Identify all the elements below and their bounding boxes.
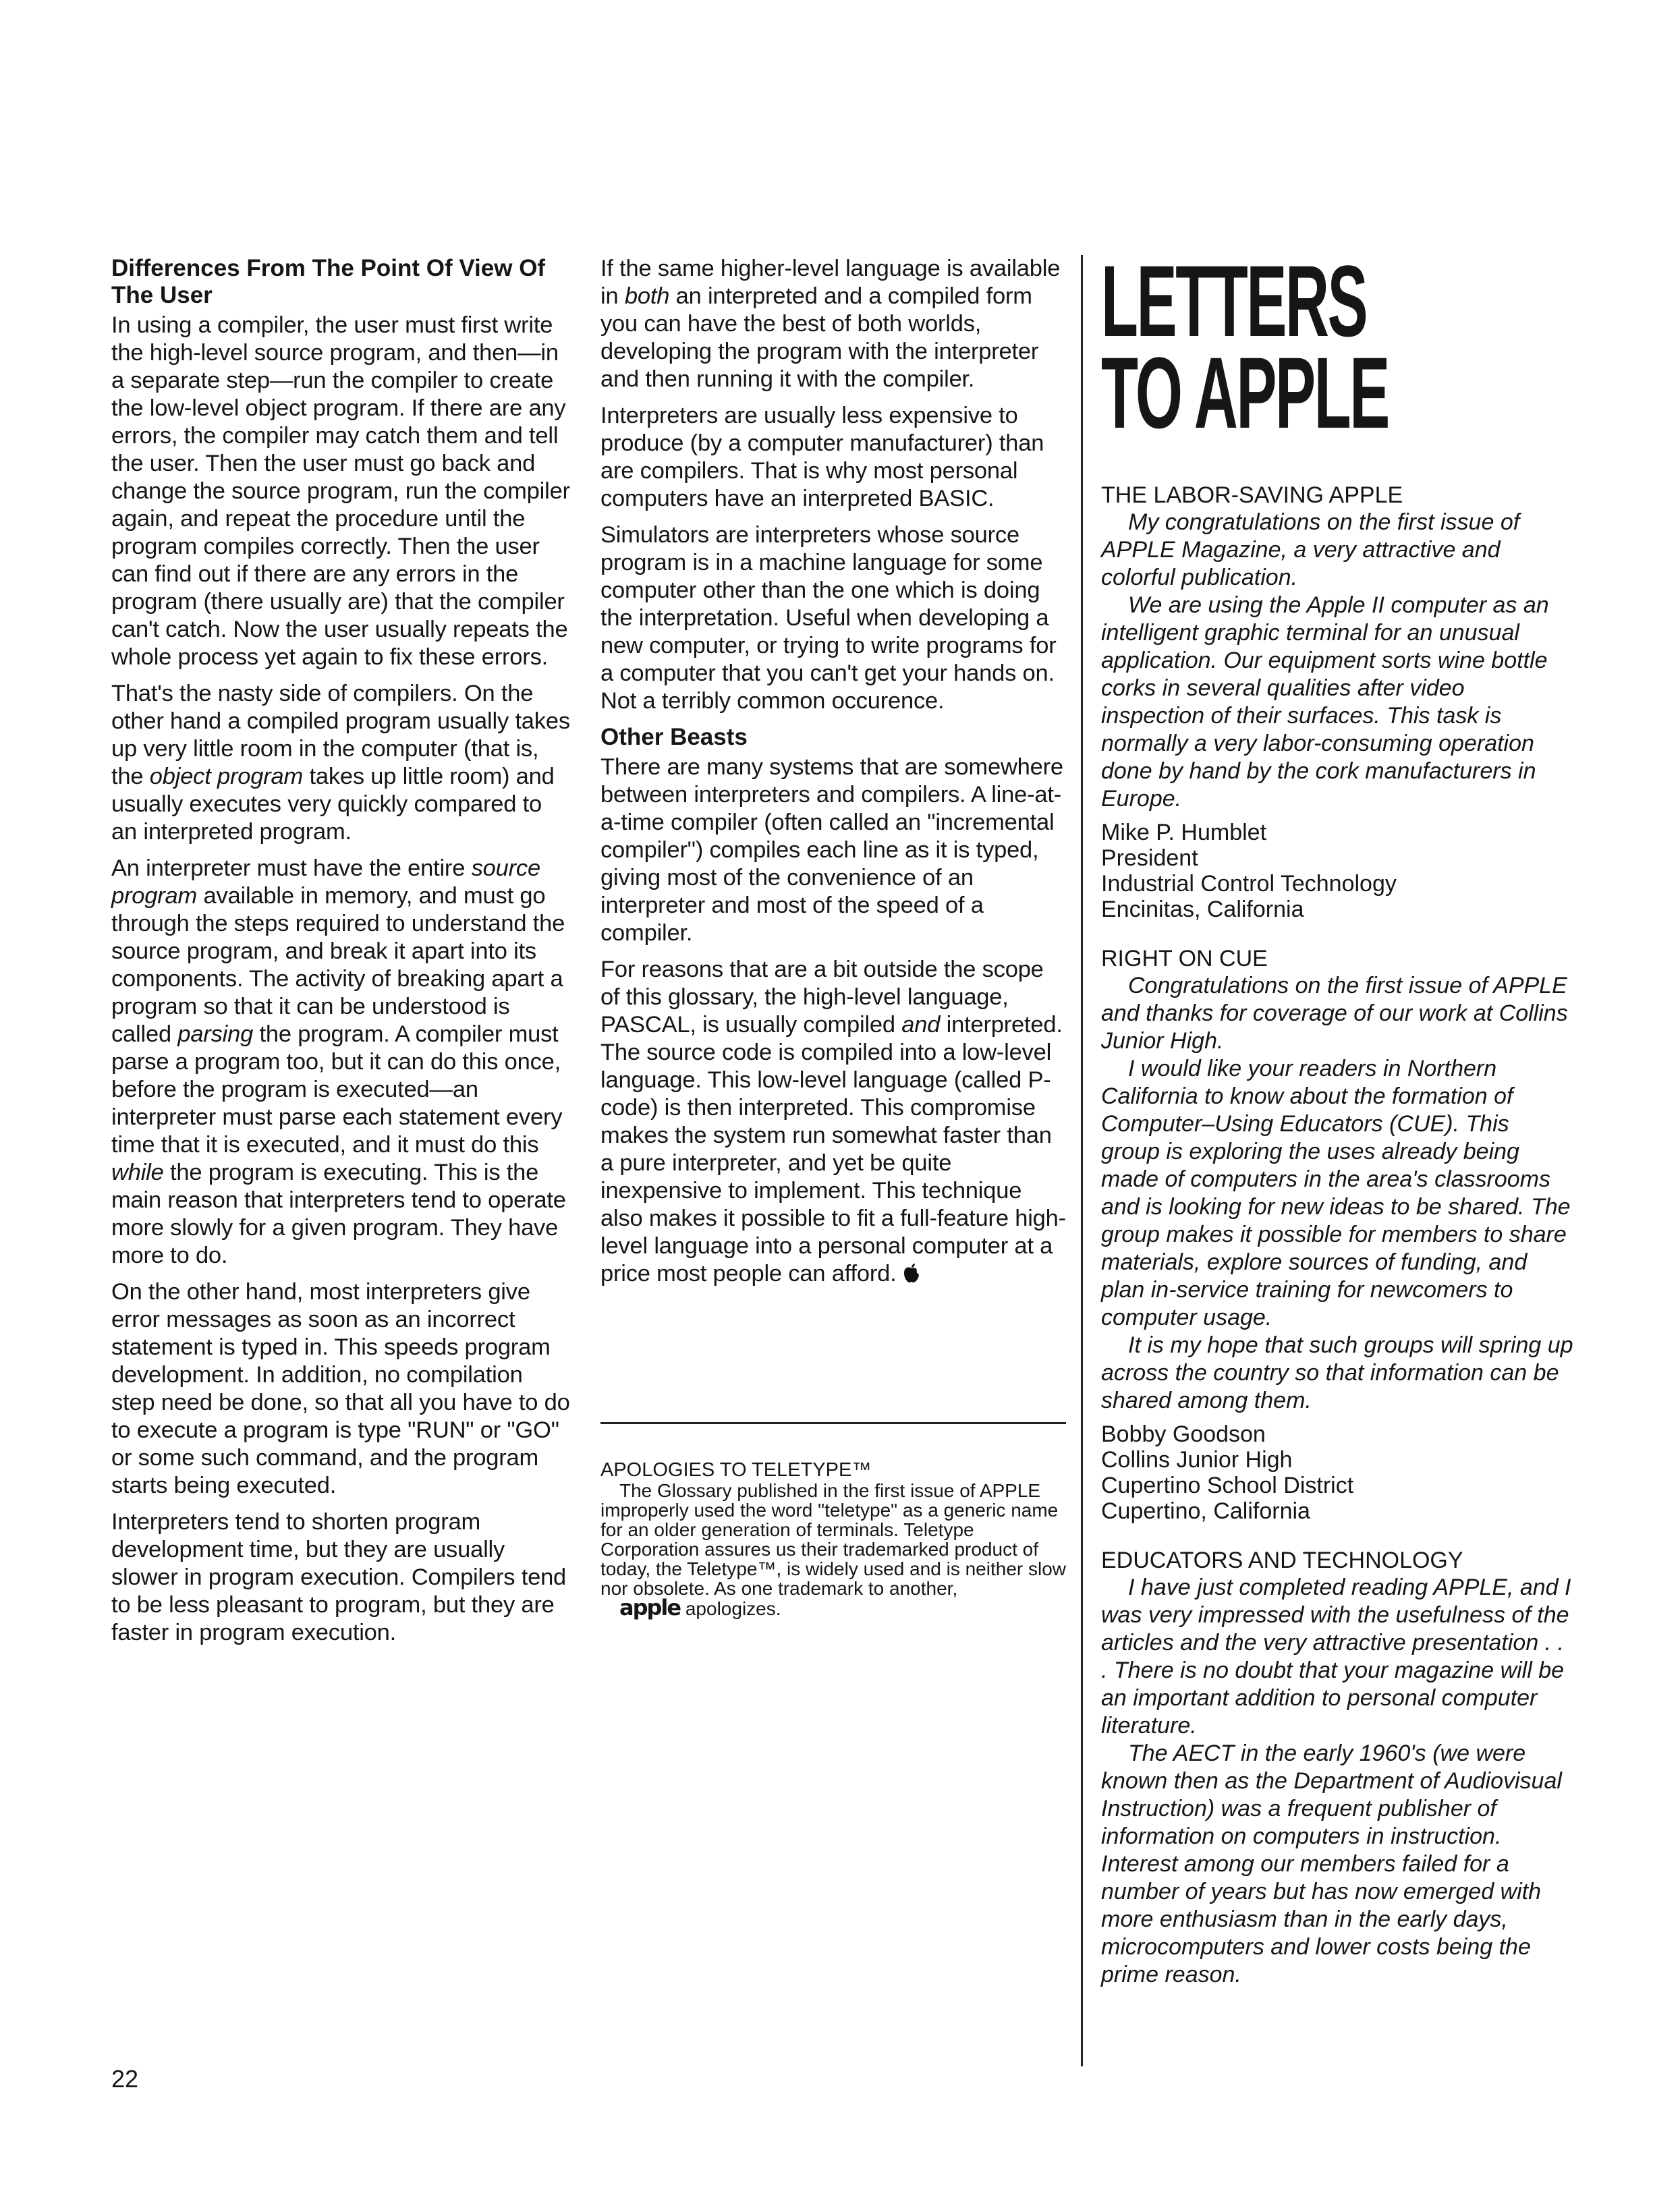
text-run: If the same higher-level language is available in <box>600 256 1061 309</box>
letters-masthead <box>1101 244 1389 449</box>
emphasis: while <box>111 1160 164 1185</box>
paragraph: There are many systems that are somewhere between interpreters and compilers. A line-at-a-time compiler (often called an "incremental compiler") compiles each line as it is typed, giving most of the convenience of an interpreter and most of the speed of a compiler. <box>600 754 1063 946</box>
divider-rule <box>600 1422 1066 1424</box>
section-heading-user-view: Differences From The Point Of View Of The User <box>111 255 546 308</box>
text-run: For reasons that are a bit outside the scope of this glossary, the high-level language, PASCAL, is usually compiled <box>600 957 1044 1038</box>
emphasis: and <box>901 1012 941 1038</box>
text-run: That's the nasty side of compilers. On the other hand a compiled program usually takes up very little room in the computer (that is, the <box>111 681 570 789</box>
paragraph <box>600 956 1066 1288</box>
paragraph: In using a compiler, the user must first write the high-level source program, and then—in a separate step—run the compiler to create the low-level object program. If there are any errors, the compiler may catch them and tell the user. Then the user must go back and change the source program, run the compiler again, and repeat the procedure until the program compiles correctly. Then the user can find out if there are any errors in the program (there usually are) that the compiler can't catch. Now the user usually repeats the whole process yet again to fix these errors. <box>111 312 570 670</box>
signature-line: Mike P. Humblet <box>1101 820 1267 845</box>
emphasis: object program <box>149 764 304 789</box>
letter-signature <box>1101 820 1573 922</box>
letter-paragraph: We are using the Apple II computer as an intelligent graphic terminal for an unusual application. Our equipment sorts wine bottle corks in several qualities after video inspection of their surfaces. This task is normally a very labor-consuming operation done by hand by the cork manufacturers in Europe. <box>1101 592 1549 812</box>
letter-heading: THE LABOR-SAVING APPLE <box>1101 482 1403 508</box>
signature-line: President <box>1101 845 1198 871</box>
text-run: The Glossary published in the first issue of APPLE improperly used the word "teletype" as a generic name for an older generation of terminals. Teletype Corporation assures us their trademarked product of today, the Teletype™, is widely used and is neither slow nor obsolete. As one trademark to another, <box>600 1480 1067 1599</box>
paragraph: Interpreters tend to shorten program development time, but they are usually slower in program execution. Compilers tend to be less pleasant to program, but they are faster in program execution. <box>111 1509 567 1645</box>
emphasis: parsing <box>177 1021 254 1047</box>
masthead-line: TO APPLE <box>1101 336 1389 449</box>
text-run: apologizes. <box>680 1598 781 1619</box>
letter-paragraph: My congratulations on the first issue of APPLE Magazine, a very attractive and colorful publication. <box>1101 509 1520 590</box>
letter-signature <box>1101 1421 1573 1524</box>
letter-paragraph: I have just completed reading APPLE, and I was very impressed with the usefulness of the articles and the very attractive presentation . . . There is no doubt that your magazine will be an important addition to personal computer literature. <box>1101 1575 1571 1738</box>
signature-line: Cupertino, California <box>1101 1498 1310 1524</box>
apple-logo-icon <box>903 1263 920 1283</box>
apple-wordmark-logo: apple <box>619 1595 681 1620</box>
signature-line: Bobby Goodson <box>1101 1421 1266 1447</box>
text-run: the program is executing. This is the main reason that interpreters tend to operate more slowly for a given program. They have more to do. <box>111 1160 566 1268</box>
section-heading-other-beasts: Other Beasts <box>600 724 748 750</box>
apologies-heading: APOLOGIES TO TELETYPE™ <box>600 1459 872 1481</box>
column-middle <box>600 255 1066 1297</box>
letter-paragraph: It is my hope that such groups will spring up across the country so that information can be shared among them. <box>1101 1332 1573 1413</box>
text-run: available in memory, and must go through the steps required to understand the source program, and break it apart into its components. The activity of breaking apart a program so that it can be understood is called <box>111 883 565 1047</box>
signature-line: Collins Junior High <box>1101 1447 1293 1473</box>
emphasis: both <box>624 283 670 309</box>
letter-paragraph: I would like your readers in Northern California to know about the formation of Computer–Using Educators (CUE). This group is exploring the uses already being made of computers in the area's classrooms and is looking for new ideas to be shared. The group makes it possible for members to share materials, explore sources of funding, and plan in-service training for newcomers to computer usage. <box>1101 1056 1571 1330</box>
paragraph <box>600 255 1066 393</box>
apologies-box <box>600 1459 1073 1618</box>
letter-heading: EDUCATORS AND TECHNOLOGY <box>1101 1548 1463 1573</box>
paragraph: Interpreters are usually less expensive to produce (by a computer manufacturer) than are compilers. That is why most personal computers have an interpreted BASIC. <box>600 403 1044 511</box>
text-run: an interpreted and a compiled form you can have the best of both worlds, developing the program with the interpreter and then running it with the compiler. <box>600 283 1039 392</box>
column-rule <box>1081 255 1083 2066</box>
masthead-line: LETTERS <box>1101 244 1367 358</box>
column-left <box>111 255 570 1656</box>
emphasis: source program <box>111 855 540 909</box>
paragraph: On the other hand, most interpreters give error messages as soon as an incorrect statement is typed in. This speeds program development. In addition, no compilation step need be done, so that all you have to do to execute a program is type "RUN" or "GO" or some such command, and the program starts being executed. <box>111 1279 570 1498</box>
text-run: the program. A compiler must parse a program too, but it can do this once, before the program is executed—an interpreter must parse each statement every time that it is executed, and it must do this <box>111 1021 563 1158</box>
paragraph <box>111 855 570 1270</box>
text-run: An interpreter must have the entire <box>111 855 472 881</box>
letter-paragraph: Congratulations on the first issue of APPLE and thanks for coverage of our work at Collins Junior High. <box>1101 973 1568 1054</box>
letter-paragraph: The AECT in the early 1960's (we were known then as the Department of Audiovisual Instruction) was a frequent publisher of information on computers in instruction. Interest among our members failed for a number of years but has now emerged with more enthusiasm than in the early days, microcomputers and lower costs being the prime reason. <box>1101 1741 1562 1987</box>
letter-heading: RIGHT ON CUE <box>1101 946 1268 971</box>
signature-line: Encinitas, California <box>1101 897 1304 922</box>
text-run: takes up little room) and usually executes very quickly compared to an interpreted program. <box>111 764 555 845</box>
column-letters <box>1101 244 1573 1989</box>
paragraph: Simulators are interpreters whose source program is in a machine language for some computer other than the one which is doing the interpretation. Useful when developing a new computer, or trying to write programs for a computer that you can't get your hands on. Not a terribly common occurence. <box>600 522 1057 714</box>
page-number: 22 <box>111 2065 139 2093</box>
paragraph <box>111 680 570 846</box>
apologies-text <box>600 1481 1073 1618</box>
signature-line: Industrial Control Technology <box>1101 871 1397 897</box>
signature-line: Cupertino School District <box>1101 1473 1354 1498</box>
text-run: interpreted. The source code is compiled into a low-level language. This low-level language (called P-code) is then interpreted. This compromise makes the system run somewhat faster than a pure interpreter, and yet be quite inexpensive to implement. This technique also makes it possible to fit a full-feature high-level language into a personal computer at a price most people can afford. <box>600 1012 1066 1286</box>
